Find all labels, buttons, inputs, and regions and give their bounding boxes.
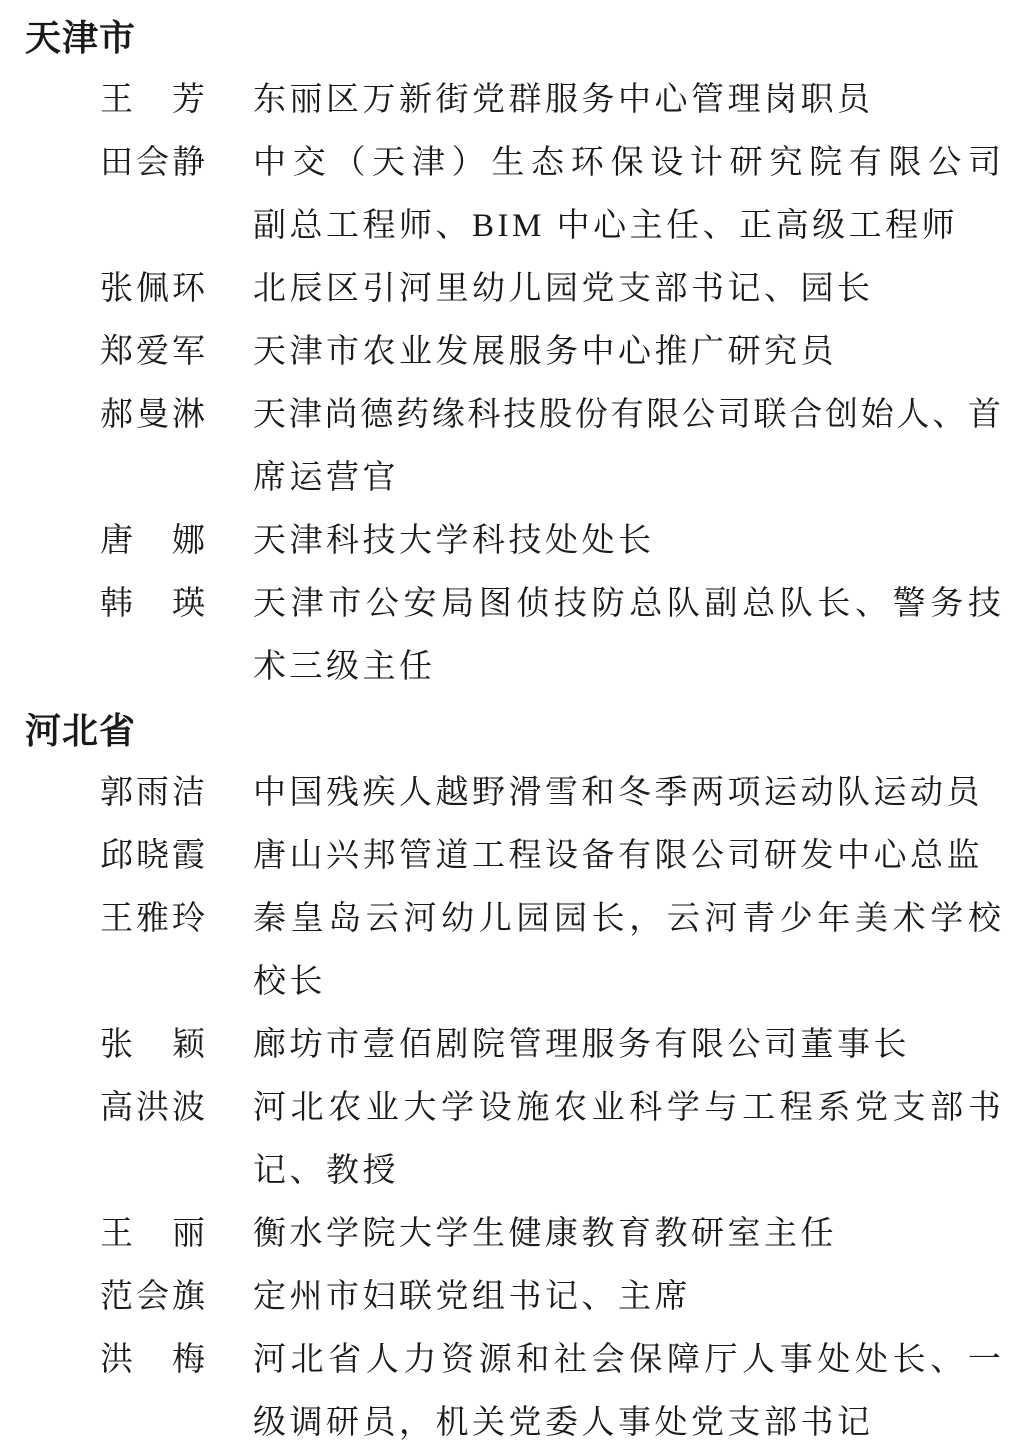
person-name: 郝 曼 淋	[100, 397, 205, 433]
list-item	[0, 1203, 1025, 1266]
person-title-line: 级调研员，机关党委人事处党支部书记	[253, 1405, 874, 1441]
person-title-line: 廊坊市壹佰剧院管理服务有限公司董事长	[253, 1027, 910, 1063]
person-name: 邱 晓 霞	[100, 838, 205, 874]
person-name: 郭 雨 洁	[100, 775, 205, 811]
person-title	[253, 888, 1001, 1014]
list-item	[0, 1266, 1025, 1329]
section-tianjin	[0, 6, 1025, 699]
person-title	[253, 510, 1001, 573]
section-heading: 河北省	[25, 710, 137, 751]
person-title-line: 衡水学院大学生健康教育教研室主任	[253, 1216, 837, 1252]
list-item	[0, 1077, 1025, 1203]
person-title-line: 天津市农业发展服务中心推广研究员	[253, 334, 837, 370]
person-title-line: 河 北 省 人 力 资 源 和 社 会 保 障 厅 人 事 处 处 长 、 一	[253, 1342, 1001, 1378]
person-title-line: 北辰区引河里幼儿园党支部书记、园长	[253, 271, 874, 307]
person-title	[253, 1203, 1001, 1266]
person-title-line: 秦 皇 岛 云 河 幼 儿 园 园 长 ， 云 河 青 少 年 美 术 学 校	[253, 901, 1001, 937]
person-title-line: 记、教授	[253, 1153, 399, 1189]
person-title-line: 河 北 农 业 大 学 设 施 农 业 科 学 与 工 程 系 党 支 部 书	[253, 1090, 1001, 1126]
person-name: 范 会 旗	[100, 1279, 205, 1315]
person-title	[253, 258, 1001, 321]
list-item	[0, 321, 1025, 384]
list-item	[0, 384, 1025, 510]
list-item	[0, 69, 1025, 132]
list-item	[0, 888, 1025, 1014]
list-item	[0, 510, 1025, 573]
person-name: 张 颖	[100, 1027, 205, 1063]
person-name: 高 洪 波	[100, 1090, 205, 1126]
person-title	[253, 69, 1001, 132]
list-item	[0, 573, 1025, 699]
list-item	[0, 132, 1025, 258]
person-name: 王 雅 玲	[100, 901, 205, 937]
person-name: 王 丽	[100, 1216, 205, 1252]
list-item	[0, 825, 1025, 888]
section-hebei	[0, 699, 1025, 1455]
person-title-line: 中 交 （ 天 津 ） 生 态 环 保 设 计 研 究 院 有 限 公 司	[253, 145, 1001, 181]
person-title	[253, 825, 1001, 888]
person-title-line: 中国残疾人越野滑雪和冬季两项运动队运动员	[253, 775, 983, 811]
person-title	[253, 1077, 1001, 1203]
person-title-line: 定州市妇联党组书记、主席	[253, 1279, 691, 1315]
person-name: 田 会 静	[100, 145, 205, 181]
person-title	[253, 132, 1001, 258]
person-title	[253, 762, 1001, 825]
person-title-line: 术三级主任	[253, 649, 436, 685]
section-heading: 天津市	[25, 17, 137, 58]
person-title	[253, 573, 1001, 699]
person-title-line: 天 津 尚 德 药 缘 科 技 股 份 有 限 公 司 联 合 创 始 人 、 首	[253, 397, 1001, 433]
person-title-line: 校长	[253, 964, 326, 1000]
person-title	[253, 1266, 1001, 1329]
person-title-line: 天 津 市 公 安 局 图 侦 技 防 总 队 副 总 队 长 、 警 务 技	[253, 586, 1001, 622]
person-title	[253, 321, 1001, 384]
person-name: 张 佩 环	[100, 271, 205, 307]
list-item	[0, 258, 1025, 321]
person-title	[253, 1014, 1001, 1077]
person-name: 王 芳	[100, 82, 205, 118]
person-title	[253, 384, 1001, 510]
list-item	[0, 1329, 1025, 1455]
person-name: 郑 爱 军	[100, 334, 205, 370]
list-item	[0, 762, 1025, 825]
person-title-line: 天津科技大学科技处处长	[253, 523, 655, 559]
person-title	[253, 1329, 1001, 1455]
list-item	[0, 1014, 1025, 1077]
person-name: 洪 梅	[100, 1342, 205, 1378]
person-title-line: 席运营官	[253, 460, 399, 496]
person-title-line: 东丽区万新街党群服务中心管理岗职员	[253, 82, 874, 118]
person-title-line: 唐山兴邦管道工程设备有限公司研发中心总监	[253, 838, 983, 874]
person-name: 韩 瑛	[100, 586, 205, 622]
person-name: 唐 娜	[100, 523, 205, 559]
person-title-line: 副总工程师、BIM 中心主任、正高级工程师	[253, 208, 959, 244]
